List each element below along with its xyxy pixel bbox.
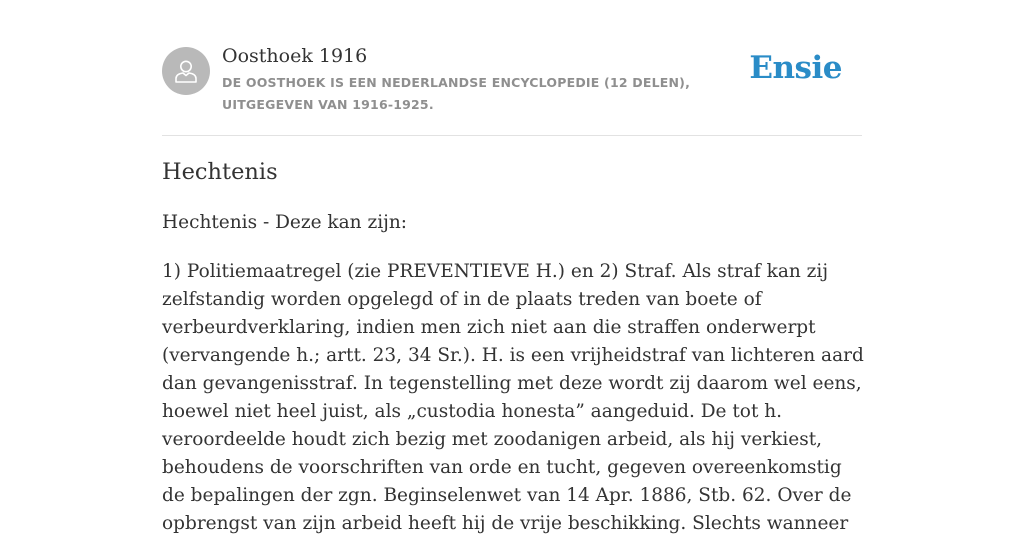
source-title[interactable]: Oosthoek 1916 [222, 45, 368, 67]
source-header [162, 0, 862, 136]
article-body: 1) Politiemaatregel (zie PREVENTIEVE H.) en 2) Straf. Als straf kan zij zelfstandig worden opgelegd of in de plaats treden van boete of verbeurdverklaring, indien men zich niet aan die straffen onderwerpt (vervangende h.; artt. 23, 34 Sr.). H. is een vrijheidstraf van lichteren aard dan gevangenisstraf. In tegenstelling met deze wordt zij daarom wel eens, hoewel niet heel juist, als „custodia honesta” aangeduid. De tot h. veroordeelde houdt zich bezig met zoodanigen arbeid, als hij verkiest, behoudens de voorschriften van orde en tucht, gegeven overeenkomstig de bepalingen der zgn. Beginselenwet van 14 Apr. 1886, Stb. 62. Over de opbrengst van zijn arbeid heeft hij de vrije beschikking. Slechts wanneer [162, 261, 864, 534]
user-icon [171, 56, 201, 86]
avatar[interactable] [162, 47, 210, 95]
article-lead: Hechtenis - Deze kan zijn: [162, 212, 408, 233]
article-page [162, 0, 864, 534]
ensie-logo[interactable]: Ensie [749, 50, 842, 86]
article-title: Hechtenis [162, 159, 278, 185]
source-description: DE OOSTHOEK IS EEN NEDERLANDSE ENCYCLOPEDIE (12 DELEN), UITGEGEVEN VAN 1916-1925. [222, 75, 691, 112]
